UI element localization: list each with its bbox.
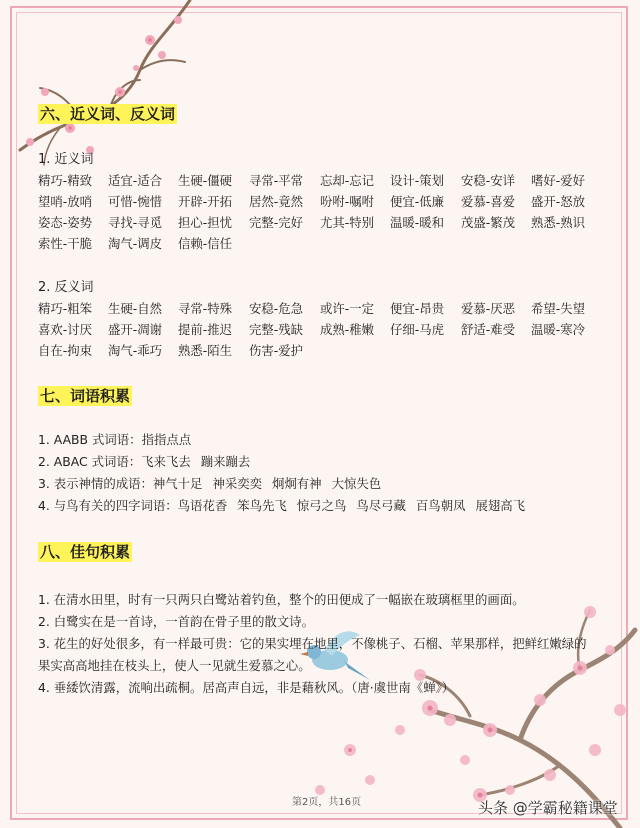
word-accumulation-line bbox=[38, 431, 191, 449]
word-pair: 爱慕-厌恶 bbox=[461, 301, 516, 316]
word-pair: 开辟-开拓 bbox=[178, 194, 233, 209]
plum-blossom-branch-illustration bbox=[0, 0, 210, 170]
word-pair: 安稳-安详 bbox=[461, 173, 516, 188]
word-pair: 寻常-特殊 bbox=[178, 301, 233, 316]
section-title-synonyms-antonyms: 六、近义词、反义词 bbox=[40, 105, 176, 123]
word-pair: 希望-失望 bbox=[531, 301, 586, 316]
phrase: 笨鸟先飞 bbox=[237, 498, 287, 513]
word-pair: 适宜-适合 bbox=[108, 173, 163, 188]
word-accumulation-line bbox=[38, 453, 250, 471]
phrase: 指指点点 bbox=[141, 432, 192, 447]
word-pair: 喜欢-讨厌 bbox=[38, 322, 93, 337]
word-pair: 熟悉-熟识 bbox=[531, 215, 586, 230]
phrase: 大惊失色 bbox=[331, 476, 382, 491]
line-label: 4. 与鸟有关的四字词语： bbox=[38, 498, 178, 513]
sentence-line: 1. 在清水田里，时有一只两只白鹭站着钓鱼，整个的田便成了一幅嵌在玻璃框里的画面。 bbox=[38, 592, 525, 607]
phrase: 神气十足 bbox=[152, 476, 203, 491]
word-pair: 伤害-爱护 bbox=[249, 343, 304, 358]
page-number: 第2页，共16页 bbox=[292, 797, 362, 808]
word-pair: 仔细-马虎 bbox=[390, 322, 445, 337]
phrase: 鸟语花香 bbox=[177, 498, 228, 513]
line-label: 3. 表示神情的成语： bbox=[38, 476, 153, 491]
word-accumulation-line bbox=[38, 497, 525, 515]
sentence-line: 3. 花生的好处很多，有一样最可贵：它的果实埋在地里，不像桃子、石榴、苹果那样，把鲜红嫩绿的 bbox=[38, 636, 587, 651]
word-pair: 完整-残缺 bbox=[249, 322, 304, 337]
sentence-line: 果实高高地挂在枝头上，使人一见就生爱慕之心。 bbox=[38, 658, 311, 673]
word-pair: 精巧-精致 bbox=[38, 173, 93, 188]
word-pair: 居然-竟然 bbox=[249, 194, 304, 209]
word-pair: 尤其-特别 bbox=[320, 215, 375, 230]
word-pair: 安稳-危急 bbox=[249, 301, 304, 316]
word-pair: 完整-完好 bbox=[249, 215, 304, 230]
word-pair: 成熟-稚嫩 bbox=[320, 322, 375, 337]
word-pair: 精巧-粗笨 bbox=[38, 301, 93, 316]
word-pair: 望哨-放哨 bbox=[38, 194, 93, 209]
watermark: 头条 @学霸秘籍课堂 bbox=[478, 799, 618, 817]
word-pair: 温暖-暖和 bbox=[390, 215, 445, 230]
word-pair: 自在-拘束 bbox=[38, 343, 93, 358]
word-pair: 淘气-调皮 bbox=[108, 236, 163, 251]
word-pair: 担心-担忧 bbox=[178, 215, 233, 230]
section-title-fine-sentences: 八、佳句积累 bbox=[40, 543, 131, 561]
word-pair: 设计-策划 bbox=[390, 173, 445, 188]
phrase: 炯炯有神 bbox=[272, 476, 322, 491]
synonyms-heading: 1. 近义词 bbox=[38, 152, 94, 167]
word-pair: 索性-干脆 bbox=[38, 236, 93, 251]
word-pair: 嗜好-爱好 bbox=[531, 173, 586, 188]
word-pair: 寻常-平常 bbox=[249, 173, 304, 188]
word-pair: 忘却-忘记 bbox=[320, 173, 375, 188]
word-pair: 便宜-低廉 bbox=[390, 194, 445, 209]
phrase: 惊弓之鸟 bbox=[296, 498, 347, 513]
phrase: 展翅高飞 bbox=[475, 498, 526, 513]
word-pair: 淘气-乖巧 bbox=[108, 343, 163, 358]
word-pair: 爱慕-喜爱 bbox=[461, 194, 516, 209]
word-pair: 温暖-寒冷 bbox=[531, 322, 586, 337]
phrase: 神采奕奕 bbox=[212, 476, 263, 491]
antonyms-heading: 2. 反义词 bbox=[38, 280, 94, 295]
phrase: 蹦来蹦去 bbox=[200, 454, 251, 469]
word-pair: 可惜-惋惜 bbox=[108, 194, 163, 209]
phrase: 飞来飞去 bbox=[141, 454, 191, 469]
word-pair: 熟悉-陌生 bbox=[178, 343, 233, 358]
word-pair: 茂盛-繁茂 bbox=[461, 215, 516, 230]
word-pair: 吩咐-嘱咐 bbox=[320, 194, 375, 209]
word-pair: 生硬-自然 bbox=[108, 301, 163, 316]
section-title-word-accumulation: 七、词语积累 bbox=[40, 387, 131, 405]
word-pair: 盛开-凋谢 bbox=[108, 322, 163, 337]
sentence-line: 2. 白鹭实在是一首诗，一首韵在骨子里的散文诗。 bbox=[38, 614, 314, 629]
line-label: 1. AABB 式词语： bbox=[38, 432, 142, 447]
word-pair: 便宜-昂贵 bbox=[390, 301, 445, 316]
word-pair: 提前-推迟 bbox=[178, 322, 233, 337]
word-pair: 姿态-姿势 bbox=[38, 215, 93, 230]
line-label: 2. ABAC 式词语： bbox=[38, 454, 142, 469]
phrase: 百鸟朝凤 bbox=[415, 498, 466, 513]
word-pair: 舒适-难受 bbox=[461, 322, 516, 337]
word-pair: 信赖-信任 bbox=[178, 236, 233, 251]
word-pair: 寻找-寻觅 bbox=[108, 215, 163, 230]
word-pair: 生硬-僵硬 bbox=[178, 173, 233, 188]
word-accumulation-line bbox=[38, 475, 381, 493]
word-pair: 或许-一定 bbox=[320, 301, 375, 316]
sentence-line: 4. 垂緌饮清露，流响出疏桐。居高声自远，非是藉秋风。（唐·虞世南《蝉》） bbox=[38, 680, 455, 695]
phrase: 鸟尽弓藏 bbox=[356, 498, 406, 513]
word-pair: 盛开-怒放 bbox=[531, 194, 586, 209]
